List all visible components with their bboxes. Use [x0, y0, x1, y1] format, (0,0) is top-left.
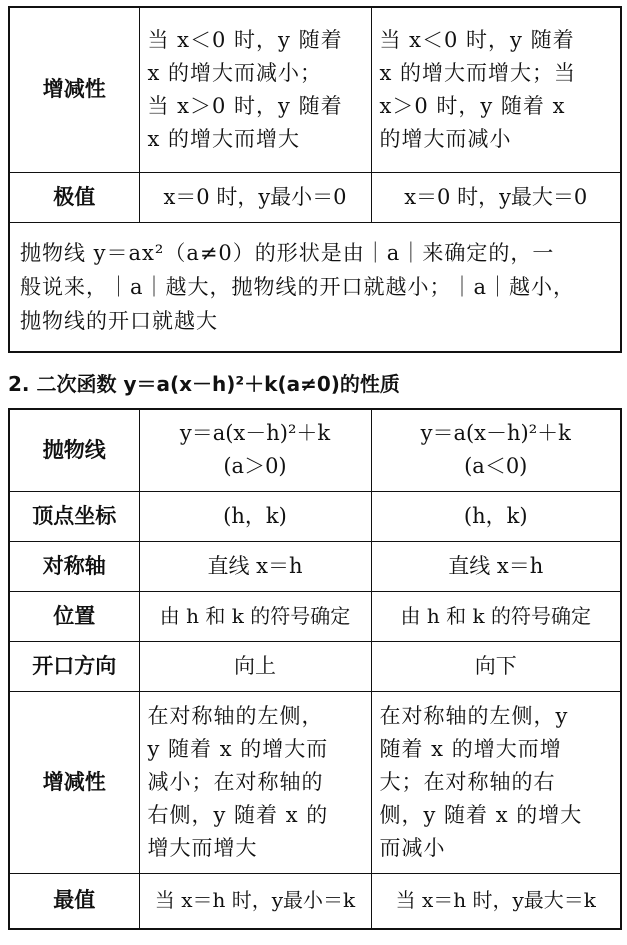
cell-line: (a＞0) [223, 454, 287, 479]
row-header: 最值 [9, 873, 139, 929]
cell-line: x 的增大而增大 [147, 126, 301, 151]
extreme-max-cell: x＝0 时，y最大＝0 [371, 172, 621, 222]
table-row [9, 7, 621, 172]
monotonicity-cell [371, 691, 621, 873]
monotonicity-cell [139, 691, 371, 873]
extreme-max-cell: 当 x＝h 时，y最大＝k [371, 873, 621, 929]
cell-line: 在对称轴的左侧， [147, 703, 324, 728]
vertex-cell: (h，k) [139, 491, 371, 541]
row-header: 抛物线 [9, 409, 139, 491]
position-cell: 由 h 和 k 的符号确定 [371, 591, 621, 641]
section-heading: 2. 二次函数 y＝a(x－h)²＋k(a≠0)的性质 [8, 372, 400, 396]
cell-line: y＝a(x－h)²＋k [179, 421, 331, 446]
table-row [9, 591, 621, 641]
note-line: 抛物线的开口就越大 [20, 308, 218, 333]
table-row [9, 691, 621, 873]
table-row [9, 541, 621, 591]
cell-line: 在对称轴的左侧，y [379, 703, 569, 728]
row-header: 顶点坐标 [9, 491, 139, 541]
position-cell: 由 h 和 k 的符号确定 [139, 591, 371, 641]
table-row [9, 222, 621, 352]
note-cell [9, 222, 621, 352]
properties-table-2 [8, 408, 622, 930]
cell-line: x 的增大而增大；当 [379, 60, 577, 85]
cell-line: 大；在对称轴的右 [379, 769, 556, 794]
row-header: 极值 [9, 172, 139, 222]
cell-line: 当 x＜0 时，y 随着 [147, 27, 343, 52]
cell-line: y＝a(x－h)²＋k [420, 421, 571, 446]
table-row [9, 172, 621, 222]
cell-line: 增大而增大 [147, 835, 258, 860]
cell-line: 右侧，y 随着 x 的 [147, 802, 329, 827]
row-header: 位置 [9, 591, 139, 641]
extreme-min-cell: x＝0 时，y最小＝0 [139, 172, 371, 222]
note-line: 抛物线 y＝ax²（a≠0）的形状是由｜a｜来确定的，一 [20, 240, 555, 265]
row-header: 增减性 [9, 691, 139, 873]
cell-line: 的增大而减小 [379, 126, 512, 151]
parabola-cell [371, 409, 621, 491]
cell-line: y 随着 x 的增大而 [147, 736, 329, 761]
table-row [9, 873, 621, 929]
table-row [9, 641, 621, 691]
cell-line: x 的增大而减小； [147, 60, 323, 85]
row-header: 增减性 [9, 7, 139, 172]
cell-a-positive [139, 7, 371, 172]
cell-line: 侧，y 随着 x 的增大 [379, 802, 583, 827]
cell-line: 当 x＜0 时，y 随着 [379, 27, 575, 52]
cell-line: 而减小 [379, 835, 446, 860]
cell-line: 当 x＞0 时，y 随着 [147, 93, 343, 118]
cell-line: (a＜0) [464, 454, 528, 479]
cell-line: 减小；在对称轴的 [147, 769, 324, 794]
row-header: 开口方向 [9, 641, 139, 691]
table-row [9, 409, 621, 491]
cell-a-negative [371, 7, 621, 172]
extreme-min-cell: 当 x＝h 时，y最小＝k [139, 873, 371, 929]
note-line: 般说来，｜a｜越大，抛物线的开口就越小；｜a｜越小， [20, 274, 576, 299]
cell-line: x＞0 时，y 随着 x [379, 93, 566, 118]
axis-cell: 直线 x＝h [371, 541, 621, 591]
row-header: 对称轴 [9, 541, 139, 591]
parabola-cell [139, 409, 371, 491]
opening-cell: 向下 [371, 641, 621, 691]
opening-cell: 向上 [139, 641, 371, 691]
table-row [9, 491, 621, 541]
cell-line: 随着 x 的增大而增 [379, 736, 562, 761]
vertex-cell: (h，k) [371, 491, 621, 541]
monotonicity-table-1 [8, 6, 622, 353]
axis-cell: 直线 x＝h [139, 541, 371, 591]
